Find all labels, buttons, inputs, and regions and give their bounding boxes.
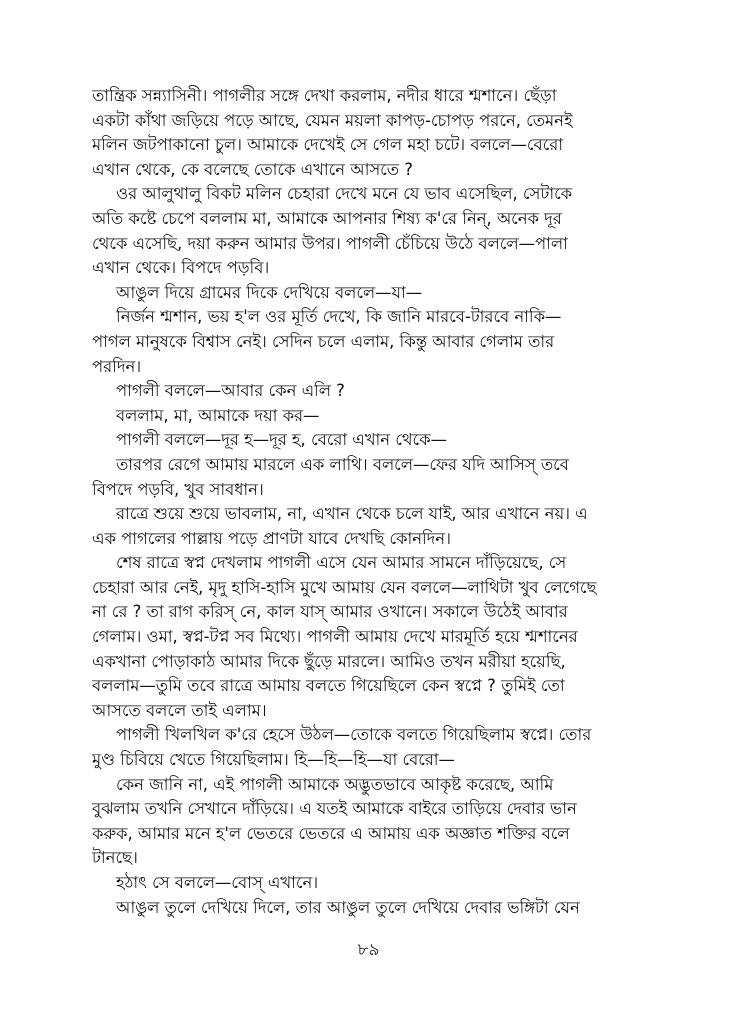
text-line: পাগলী বললে—আবার কেন এলি ?	[116, 381, 345, 401]
text-line: এখান থেকে, কে বলেছে তোকে এখানে আসতে ?	[92, 159, 413, 179]
text-line: আঙুল দিয়ে গ্রামের দিকে দেখিয়ে বললে—যা—	[116, 282, 423, 302]
text-line: একখানা পোড়াকাঠ আমার দিকে ছুঁড়ে মারলে। আমিও তখন মরীয়া হয়েছি,	[92, 651, 566, 671]
text-line: করুক, আমার মনে হ'ল ভেতরে ভেতরে এ আমায় এক অজ্ঞাত শক্তির বলে	[92, 823, 570, 843]
text-line: একটা কাঁথা জড়িয়ে পড়ে আছে, যেমন ময়লা কাপড়-চোপড় পরনে, তেমনই	[92, 110, 573, 130]
text-line: পাগলী বললে—দূর হ—দূর হ, বেরো এখান থেকে—	[116, 430, 447, 450]
text-line: শেষ রাত্রে স্বপ্ন দেখলাম পাগলী এসে যেন আমার সামনে দাঁড়িয়েছে, সে	[116, 553, 567, 573]
text-line: নির্জন শ্মশান, ভয় হ'ল ওর মূর্তি দেখে, কি জানি মারবে-টারবে নাকি—	[116, 307, 562, 327]
text-line: রাত্রে শুয়ে শুয়ে ভাবলাম, না, এখান থেকে চলে যাই, আর এখানে নয়। এ	[116, 504, 588, 524]
text-line: আসতে বললে তাই এলাম।	[92, 700, 267, 720]
text-line: মুণ্ড চিবিয়ে খেতে গিয়েছিলাম। হি—হি—হি—যা বেরো—	[92, 750, 455, 770]
text-line: চেহারা আর নেই, মৃদু হাসি-হাসি মুখে আমায় যেন বললে—লাথিটা খুব লেগেছে	[92, 577, 597, 597]
text-line: বললাম, মা, আমাকে দয়া কর—	[116, 405, 320, 425]
text-line: অতি কষ্টে চেপে বললাম মা, আমাকে আপনার শিষ্য ক'রে নিন্, অনেক দূর	[92, 208, 562, 228]
text-line: কেন জানি না, এই পাগলী আমাকে অদ্ভুতভাবে আকৃষ্ট করেছে, আমি	[116, 774, 554, 794]
text-line: মলিন জটপাকানো চুল। আমাকে দেখেই সে গেল মহা চটে। বললে—বেরো	[92, 135, 563, 155]
text-line: টানছে।	[92, 848, 138, 868]
text-line: পরদিন।	[92, 356, 142, 376]
body-text	[92, 84, 627, 920]
text-line: তারপর রেগে আমায় মারলে এক লাথি। বললে—ফের যদি আসিস্ তবে	[116, 454, 569, 474]
text-line: হঠাৎ সে বললে—বোস্ এখানে।	[116, 873, 319, 892]
text-line: বুঝলাম তখনি সেখানে দাঁড়িয়ে। এ যতই আমাকে বাইরে তাড়িয়ে দেবার ভান	[92, 799, 577, 819]
text-line: গেলাম। ওমা, স্বপ্ন-টপ্ন সব মিথ্যে। পাগলী আমায় দেখে মারমূর্তি হয়ে শ্মশানের	[92, 627, 578, 647]
text-line: তান্ত্রিক সন্ন্যাসিনী। পাগলীর সঙ্গে দেখা করলাম, নদীর ধারে শ্মশানে। ছেঁড়া	[92, 86, 557, 105]
text-line: পাগলী খিলখিল ক'রে হেসে উঠল—তোকে বলতে গিয়েছিলাম স্বপ্নে। তোর	[116, 725, 592, 745]
text-line: বললাম—তুমি তবে রাত্রে আমায় বলতে গিয়েছিলে কেন স্বপ্নে ? তুমিই তো	[92, 676, 565, 696]
text-line: আঙুল তুলে দেখিয়ে দিলে, তার আঙুল তুলে দেখিয়ে দেবার ভঙ্গিটা যেন	[116, 897, 580, 917]
text-line: থেকে এসেছি, দয়া করুন আমার উপর। পাগলী চেঁচিয়ে উঠে বললে—পালা	[92, 233, 568, 253]
text-line: পাগল মানুষকে বিশ্বাস নেই। সেদিন চলে এলাম, কিন্তু আবার গেলাম তার	[92, 331, 555, 351]
text-line: এক পাগলের পাল্লায় পড়ে প্রাণটা যাবে দেখছি কোনদিন।	[92, 528, 451, 548]
page-number: ৮৯	[357, 940, 380, 960]
text-line: বিপদে পড়বি, খুব সাবধান।	[92, 479, 264, 499]
text-line: না রে ? তা রাগ করিস্ নে, কাল যাস্ আমার ওখানে। সকালে উঠেই আবার	[92, 602, 568, 622]
text-line: ওর আলুথালু বিকট মলিন চেহারা দেখে মনে যে ভাব এসেছিল, সেটাকে	[116, 184, 573, 204]
text-line: এখান থেকে। বিপদে পড়বি।	[92, 258, 270, 278]
